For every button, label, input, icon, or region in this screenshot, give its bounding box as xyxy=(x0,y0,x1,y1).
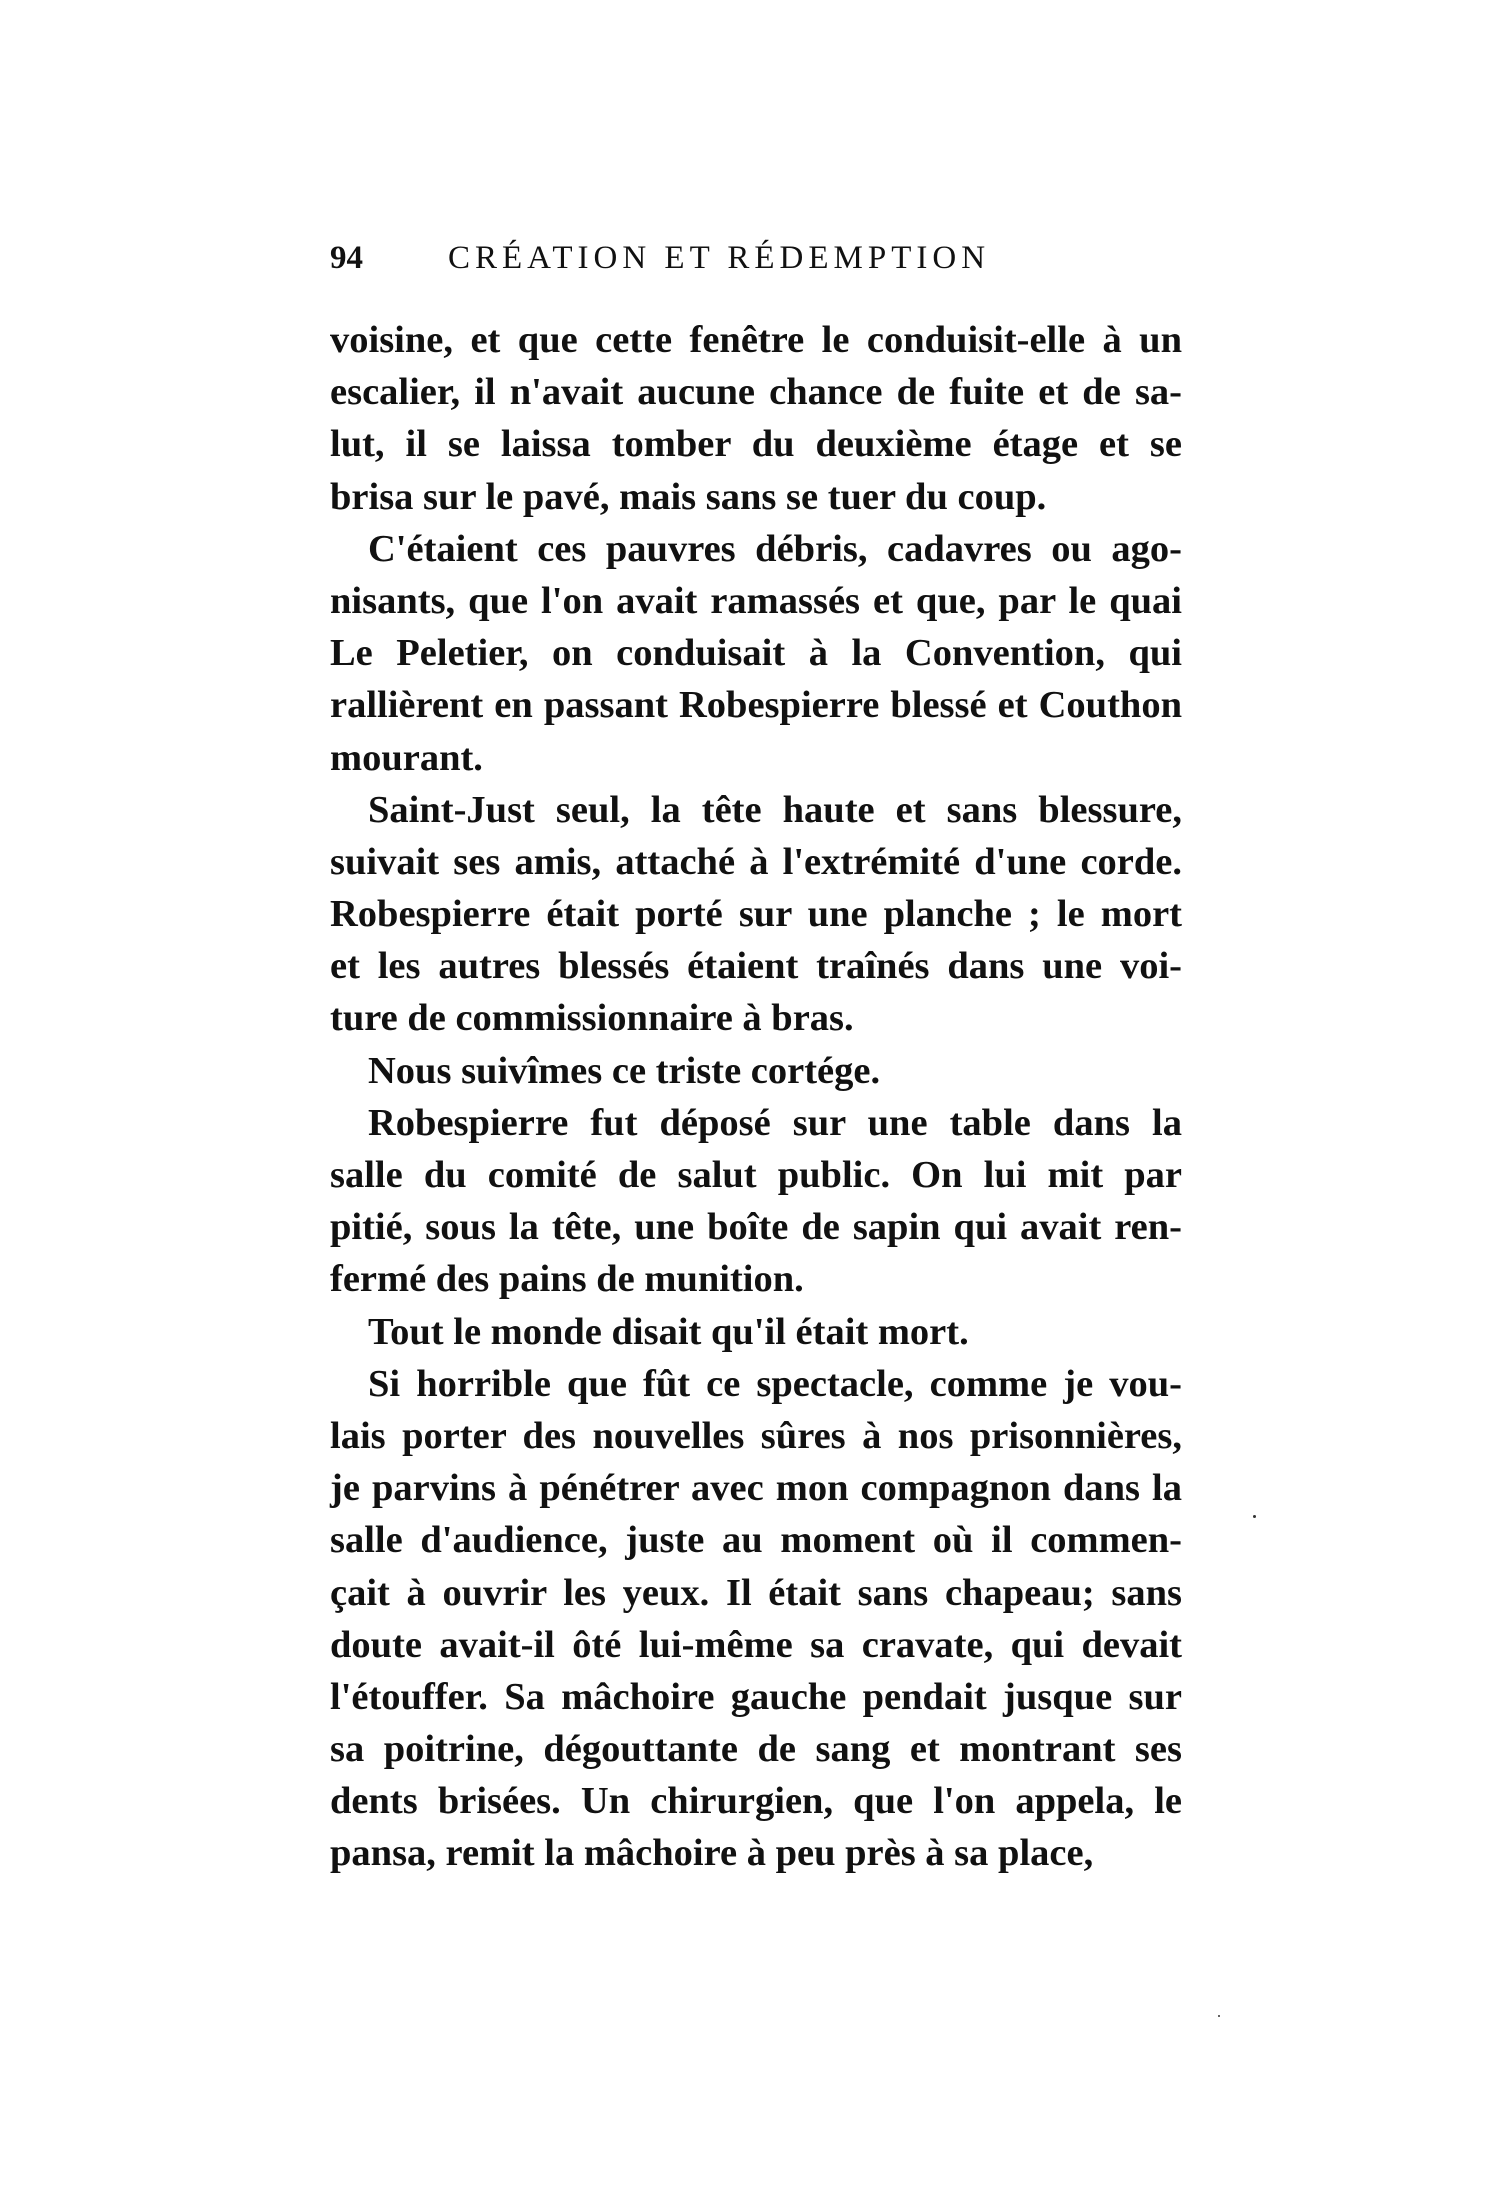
scan-speck xyxy=(1218,2015,1220,2017)
running-title: CRÉATION ET RÉDEMPTION xyxy=(448,240,991,276)
text-line: rallièrent en passant Robespierre blessé et Couthon xyxy=(330,684,1182,727)
text-line: brisa sur le pavé, mais sans se tuer du coup. xyxy=(330,475,1047,518)
text-line: Si horrible que fût ce spectacle, comme je vou- xyxy=(368,1362,1182,1405)
text-line: ture de commissionnaire à bras. xyxy=(330,997,854,1040)
text-line: escalier, il n'avait aucune chance de fuite et de sa- xyxy=(330,371,1182,414)
scan-speck xyxy=(1253,1515,1256,1518)
text-line: fermé des pains de munition. xyxy=(330,1258,804,1301)
text-line: je parvins à pénétrer avec mon compagnon dans la xyxy=(330,1467,1182,1510)
text-line: nisants, que l'on avait ramassés et que, par le quai xyxy=(330,579,1182,622)
text-line: dents brisées. Un chirurgien, que l'on appela, le xyxy=(330,1780,1182,1823)
paragraph xyxy=(330,1358,1182,1880)
text-line: pitié, sous la tête, une boîte de sapin qui avait ren- xyxy=(330,1206,1182,1249)
text-line: sa poitrine, dégouttante de sang et montrant ses xyxy=(330,1728,1182,1771)
page-number: 94 xyxy=(330,240,363,276)
paragraph xyxy=(330,1097,1182,1306)
text-line: doute avait-il ôté lui-même sa cravate, qui devait xyxy=(330,1623,1182,1666)
text-line: mourant. xyxy=(330,736,483,779)
paragraph xyxy=(330,1306,1182,1358)
text-line: çait à ouvrir les yeux. Il était sans chapeau; sans xyxy=(330,1571,1182,1614)
text-line: suivait ses amis, attaché à l'extrémité d'une corde. xyxy=(330,840,1182,883)
text-line: Tout le monde disait qu'il était mort. xyxy=(368,1310,969,1353)
text-line: Le Peletier, on conduisait à la Convention, qui xyxy=(330,632,1182,675)
page-body xyxy=(330,314,1182,1880)
text-line: Saint-Just seul, la tête haute et sans blessure, xyxy=(368,788,1182,831)
paragraph xyxy=(330,1045,1182,1097)
text-line: Robespierre fut déposé sur une table dans la xyxy=(368,1101,1182,1144)
text-line: Robespierre était porté sur une planche ; le mort xyxy=(330,893,1182,936)
text-line: Nous suivîmes ce triste cortége. xyxy=(368,1049,881,1092)
text-line: salle du comité de salut public. On lui mit par xyxy=(330,1154,1182,1196)
running-header xyxy=(330,240,1090,290)
text-line: voisine, et que cette fenêtre le conduisit-elle à un xyxy=(330,319,1182,361)
paragraph xyxy=(330,314,1182,523)
text-line: salle d'audience, juste au moment où il commen- xyxy=(330,1519,1182,1562)
text-line: et les autres blessés étaient traînés dans une voi- xyxy=(330,945,1182,988)
text-line: lut, il se laissa tomber du deuxième étage et se xyxy=(330,423,1182,466)
paragraph xyxy=(330,523,1182,784)
text-line: C'étaient ces pauvres débris, cadavres ou ago- xyxy=(368,527,1182,570)
text-line: lais porter des nouvelles sûres à nos prisonnières, xyxy=(330,1414,1182,1457)
text-line: pansa, remit la mâchoire à peu près à sa place, xyxy=(330,1832,1094,1875)
text-line: l'étouffer. Sa mâchoire gauche pendait jusque sur xyxy=(330,1675,1182,1718)
paragraph xyxy=(330,784,1182,1045)
